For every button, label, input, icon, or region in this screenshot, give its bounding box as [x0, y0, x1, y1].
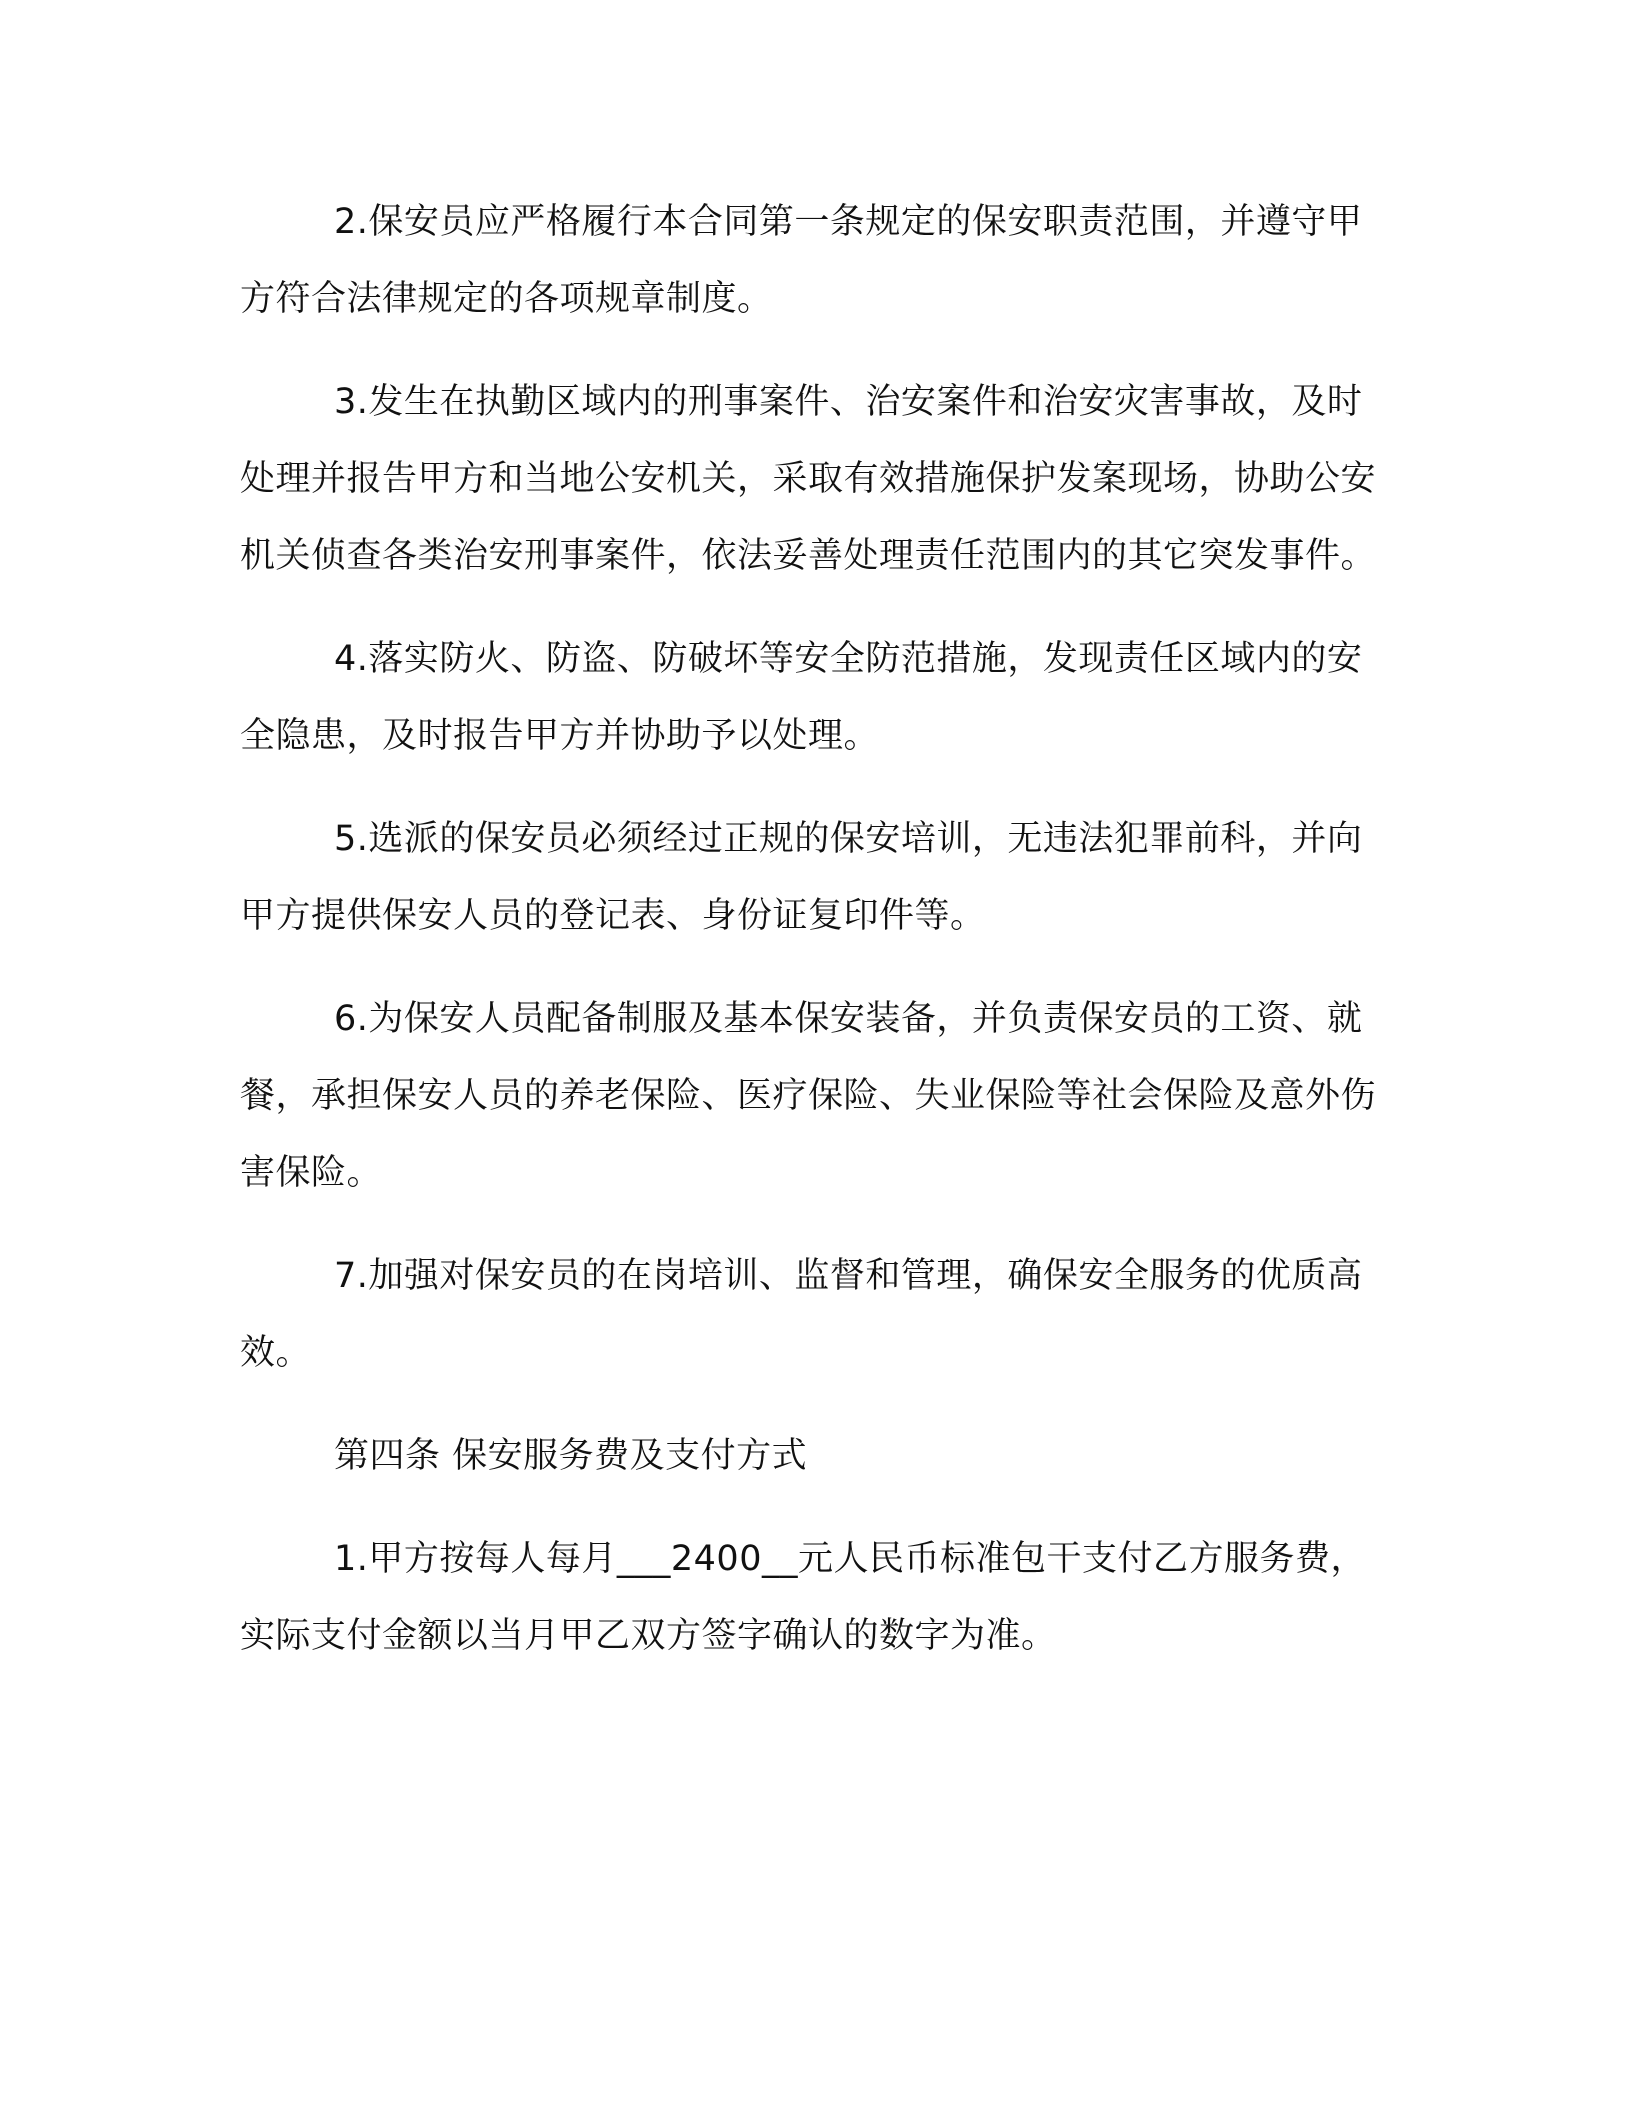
paragraph-clause-7: 7.加强对保安员的在岗培训、监督和管理，确保安全服务的优质高效。 [240, 1256, 1363, 1373]
paragraph-clause-2: 2.保安员应严格履行本合同第一条规定的保安职责范围，并遵守甲方符合法律规定的各项规章制度。 [240, 202, 1363, 319]
paragraph-clause-5: 5.选派的保安员必须经过正规的保安培训，无违法犯罪前科，并向甲方提供保安人员的登记表、身份证复印件等。 [240, 819, 1363, 936]
document-body [240, 184, 1392, 1675]
section-heading-article-4: 第四条 保安服务费及支付方式 [334, 1436, 808, 1476]
paragraph-clause-3: 3.发生在执勤区域内的刑事案件、治安案件和治安灾害事故，及时处理并报告甲方和当地公安机关，采取有效措施保护发案现场，协助公安机关侦查各类治安刑事案件，依法妥善处理责任范围内的其它突发事件。 [240, 382, 1377, 576]
paragraph-fee-clause-1: 1.甲方按每人每月___2400__元人民币标准包干支付乙方服务费，实际支付金额以当月甲乙双方签字确认的数字为准。 [240, 1539, 1366, 1656]
paragraph-clause-4: 4.落实防火、防盗、防破坏等安全防范措施，发现责任区域内的安全隐患，及时报告甲方并协助予以处理。 [240, 639, 1363, 756]
paragraph-clause-6: 6.为保安人员配备制服及基本保安装备，并负责保安员的工资、就餐，承担保安人员的养老保险、医疗保险、失业保险等社会保险及意外伤害保险。 [240, 999, 1377, 1193]
